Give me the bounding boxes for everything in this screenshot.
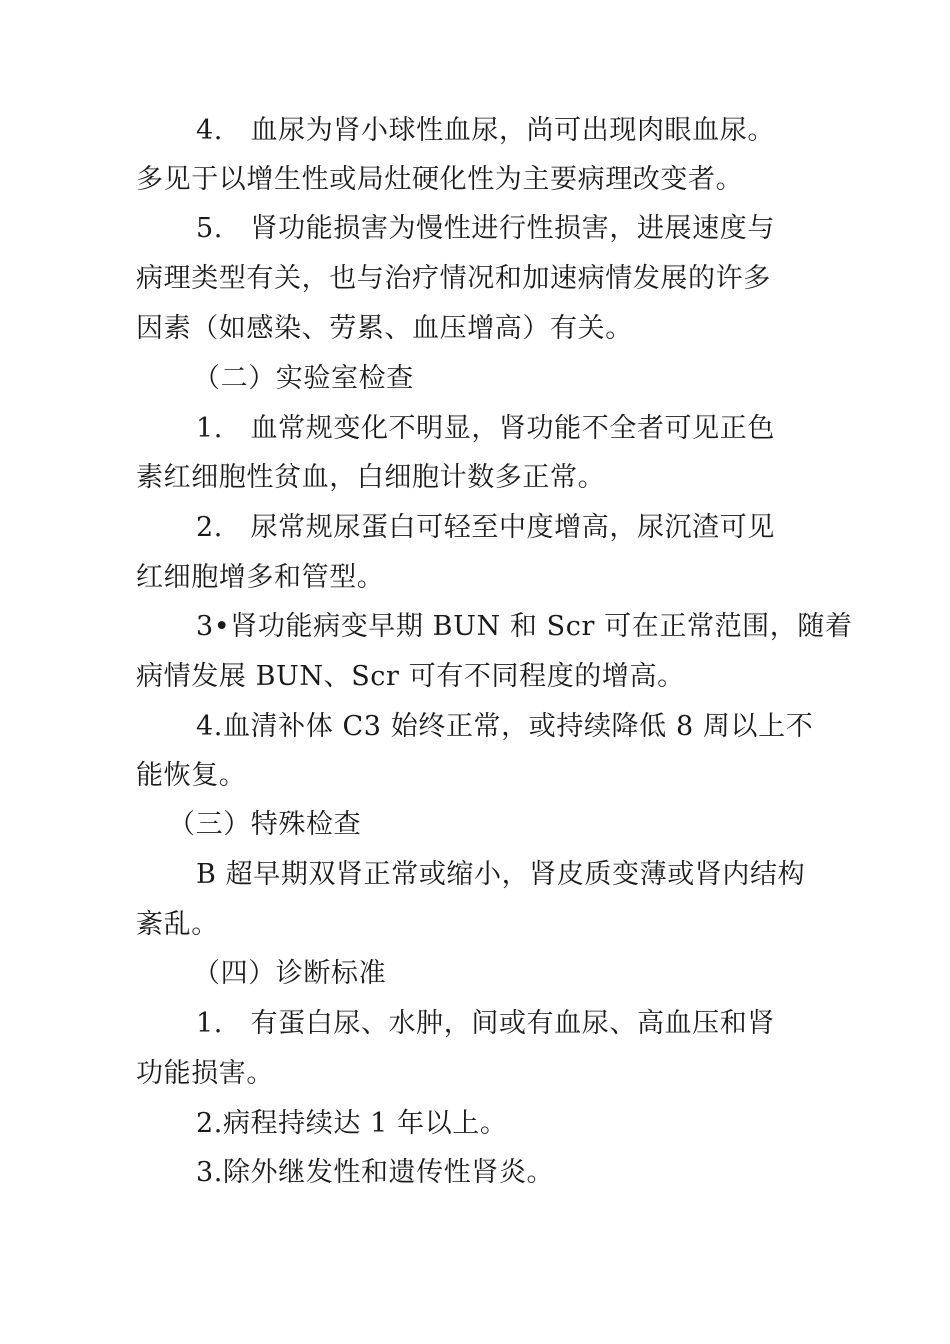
paragraph-line: 因素（如感染、劳累、血压增高）有关。: [136, 313, 633, 344]
section-heading: （三）特殊检查: [168, 809, 362, 840]
paragraph-line: 5. 肾功能损害为慢性进行性损害，进展速度与: [196, 213, 775, 244]
paragraph-line: 3•肾功能病变早期 BUN 和 Scr 可在正常范围，随着: [196, 611, 853, 642]
paragraph-line: 2.病程持续达 1 年以上。: [196, 1108, 508, 1139]
paragraph-line: 3.除外继发性和遗传性肾炎。: [196, 1157, 555, 1188]
section-heading: （四）诊断标准: [193, 958, 387, 989]
paragraph-line: 病理类型有关，也与治疗情况和加速病情发展的许多: [136, 263, 771, 294]
paragraph-line: 红细胞增多和管型。: [136, 562, 385, 593]
section-heading: （二）实验室检查: [193, 363, 414, 394]
paragraph-line: 能恢复。: [136, 760, 247, 791]
paragraph-line: 病情发展 BUN、Scr 可有不同程度的增高。: [136, 661, 685, 692]
paragraph-line: 2. 尿常规尿蛋白可轻至中度增高，尿沉渣可见: [196, 512, 775, 543]
paragraph-line: 4. 血尿为肾小球性血尿，尚可出现肉眼血尿。: [196, 115, 775, 146]
paragraph-line: 素红细胞性贫血，白细胞计数多正常。: [136, 462, 606, 493]
paragraph-line: B 超早期双肾正常或缩小，肾皮质变薄或肾内结构: [196, 859, 806, 890]
paragraph-line: 功能损害。: [136, 1058, 274, 1089]
paragraph-line: 多见于以增生性或局灶硬化性为主要病理改变者。: [136, 164, 744, 195]
paragraph-line: 1. 血常规变化不明显，肾功能不全者可见正色: [196, 413, 775, 444]
paragraph-line: 1. 有蛋白尿、水肿，间或有血尿、高血压和肾: [196, 1008, 775, 1039]
paragraph-line: 紊乱。: [136, 909, 219, 940]
paragraph-line: 4.血清补体 C3 始终正常，或持续降低 8 周以上不: [196, 711, 814, 742]
